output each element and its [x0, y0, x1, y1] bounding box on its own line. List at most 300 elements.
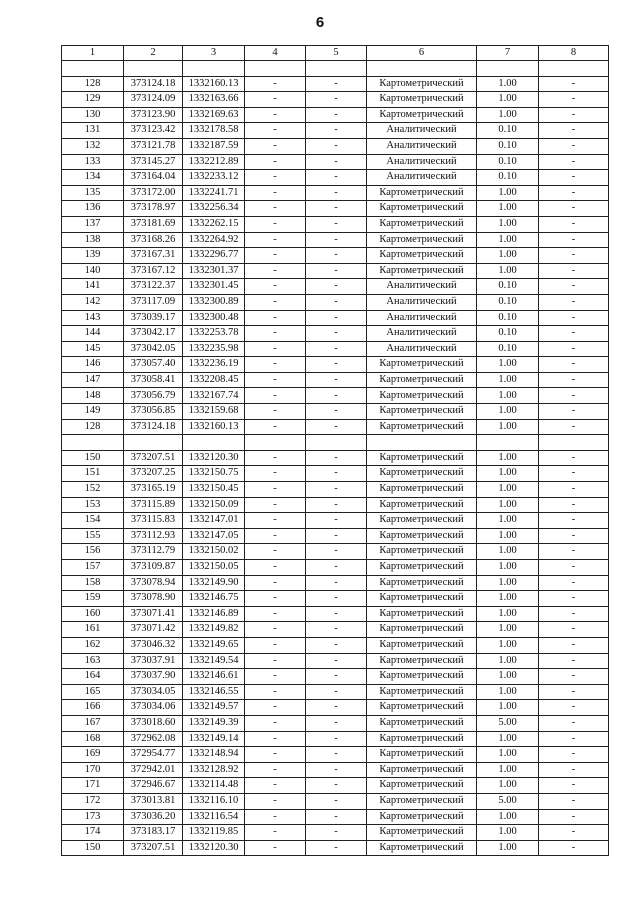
table-cell: Картометрический — [367, 513, 477, 529]
table-row — [62, 669, 609, 685]
table-cell: 373124.09 — [124, 92, 183, 108]
table-cell: 1.00 — [477, 482, 539, 498]
table-cell: - — [245, 107, 306, 123]
table-cell: Картометрический — [367, 263, 477, 279]
table-cell: 146 — [62, 357, 124, 373]
table-cell: 373207.25 — [124, 466, 183, 482]
table-cell: 1.00 — [477, 92, 539, 108]
table-cell: - — [306, 357, 367, 373]
table-cell: 143 — [62, 310, 124, 326]
table-cell: 1.00 — [477, 544, 539, 560]
table-cell: 5.00 — [477, 793, 539, 809]
table-cell: 161 — [62, 622, 124, 638]
table-row — [62, 248, 609, 264]
table-row — [62, 279, 609, 295]
table-cell: - — [306, 450, 367, 466]
table-cell: 373071.41 — [124, 606, 183, 622]
table-cell: - — [245, 326, 306, 342]
table-cell: 373122.37 — [124, 279, 183, 295]
table-cell: - — [245, 310, 306, 326]
table-cell: Картометрический — [367, 840, 477, 856]
empty-cell — [539, 435, 609, 451]
table-cell: 1332150.75 — [183, 466, 245, 482]
table-cell: 1.00 — [477, 185, 539, 201]
table-cell: - — [306, 778, 367, 794]
table-cell: 1332301.37 — [183, 263, 245, 279]
table-cell: - — [539, 809, 609, 825]
table-row — [62, 310, 609, 326]
table-cell: - — [306, 248, 367, 264]
table-cell: 139 — [62, 248, 124, 264]
table-cell: 1332128.92 — [183, 762, 245, 778]
table-cell: 1.00 — [477, 560, 539, 576]
table-cell: - — [245, 450, 306, 466]
table-cell: - — [245, 528, 306, 544]
table-cell: - — [245, 700, 306, 716]
table-cell: - — [245, 466, 306, 482]
table-row — [62, 637, 609, 653]
table-cell: - — [245, 513, 306, 529]
table-cell: - — [306, 294, 367, 310]
table-cell: - — [245, 248, 306, 264]
table-cell: 1332149.57 — [183, 700, 245, 716]
table-cell: 1332149.90 — [183, 575, 245, 591]
table-row — [62, 497, 609, 513]
table-row — [62, 107, 609, 123]
table-cell: Картометрический — [367, 201, 477, 217]
table-cell: 373109.87 — [124, 560, 183, 576]
table-cell: 150 — [62, 450, 124, 466]
table-cell: 151 — [62, 466, 124, 482]
table-cell: 144 — [62, 326, 124, 342]
table-cell: 373034.05 — [124, 684, 183, 700]
table-row — [62, 700, 609, 716]
table-cell: 373058.41 — [124, 372, 183, 388]
table-cell: - — [306, 622, 367, 638]
table-cell: 1332296.77 — [183, 248, 245, 264]
table-cell: - — [245, 747, 306, 763]
table-cell: - — [306, 326, 367, 342]
table-cell: 1.00 — [477, 357, 539, 373]
table-cell: - — [539, 747, 609, 763]
separator-row — [62, 61, 609, 77]
table-cell: - — [245, 294, 306, 310]
table-cell: 1.00 — [477, 684, 539, 700]
table-cell: - — [245, 170, 306, 186]
table-cell: - — [306, 92, 367, 108]
column-header: 5 — [306, 46, 367, 61]
table-cell: - — [306, 528, 367, 544]
column-header: 8 — [539, 46, 609, 61]
table-cell: - — [539, 76, 609, 92]
table-cell: - — [306, 793, 367, 809]
table-cell: - — [245, 762, 306, 778]
table-cell: - — [245, 263, 306, 279]
table-row — [62, 326, 609, 342]
table-cell: - — [306, 715, 367, 731]
table-cell: 0.10 — [477, 326, 539, 342]
table-cell: Картометрический — [367, 497, 477, 513]
table-cell: 373039.17 — [124, 310, 183, 326]
table-row — [62, 341, 609, 357]
table-cell: 373121.78 — [124, 138, 183, 154]
table-cell: 373183.17 — [124, 825, 183, 841]
separator-row — [62, 435, 609, 451]
table-cell: 372946.67 — [124, 778, 183, 794]
table-cell: 1332146.61 — [183, 669, 245, 685]
table-cell: - — [245, 731, 306, 747]
table-cell: 1332119.85 — [183, 825, 245, 841]
table-cell: 133 — [62, 154, 124, 170]
table-cell: 1332264.92 — [183, 232, 245, 248]
table-cell: - — [245, 357, 306, 373]
table-cell: 167 — [62, 715, 124, 731]
table-cell: 137 — [62, 216, 124, 232]
table-cell: - — [306, 513, 367, 529]
table-cell: 373013.81 — [124, 793, 183, 809]
table-cell: - — [245, 279, 306, 295]
table-cell: 157 — [62, 560, 124, 576]
table-cell: - — [306, 201, 367, 217]
table-cell: 164 — [62, 669, 124, 685]
table-cell: 1332149.39 — [183, 715, 245, 731]
table-cell: 1332300.89 — [183, 294, 245, 310]
table-cell: 0.10 — [477, 170, 539, 186]
table-cell: - — [539, 762, 609, 778]
table-cell: Картометрический — [367, 76, 477, 92]
table-cell: - — [539, 341, 609, 357]
table-cell: - — [539, 731, 609, 747]
table-cell: 154 — [62, 513, 124, 529]
table-cell: Картометрический — [367, 809, 477, 825]
table-row — [62, 388, 609, 404]
table-cell: 1332212.89 — [183, 154, 245, 170]
table-cell: 1.00 — [477, 747, 539, 763]
table-row — [62, 294, 609, 310]
table-cell: - — [245, 372, 306, 388]
table-row — [62, 809, 609, 825]
table-cell: 373168.26 — [124, 232, 183, 248]
table-cell: 148 — [62, 388, 124, 404]
table-cell: Аналитический — [367, 170, 477, 186]
table-cell: Картометрический — [367, 528, 477, 544]
table-row — [62, 606, 609, 622]
table-cell: 373207.51 — [124, 840, 183, 856]
table-cell: 1.00 — [477, 809, 539, 825]
table-cell: - — [245, 482, 306, 498]
table-cell: - — [306, 747, 367, 763]
table-cell: 1.00 — [477, 575, 539, 591]
table-cell: 1.00 — [477, 778, 539, 794]
table-cell: - — [539, 450, 609, 466]
table-cell: 1332149.65 — [183, 637, 245, 653]
table-cell: Картометрический — [367, 669, 477, 685]
table-cell: 132 — [62, 138, 124, 154]
table-cell: - — [245, 715, 306, 731]
table-cell: - — [306, 637, 367, 653]
table-cell: 373124.18 — [124, 419, 183, 435]
table-cell: 130 — [62, 107, 124, 123]
table-cell: Картометрический — [367, 747, 477, 763]
table-row — [62, 232, 609, 248]
table-cell: - — [306, 669, 367, 685]
table-cell: 373078.90 — [124, 591, 183, 607]
table-cell: 142 — [62, 294, 124, 310]
table-cell: 1332116.10 — [183, 793, 245, 809]
table-cell: - — [539, 372, 609, 388]
table-cell: 147 — [62, 372, 124, 388]
table-cell: - — [539, 170, 609, 186]
table-cell: 141 — [62, 279, 124, 295]
table-cell: Картометрический — [367, 450, 477, 466]
table-cell: 129 — [62, 92, 124, 108]
column-header: 3 — [183, 46, 245, 61]
table-cell: - — [245, 809, 306, 825]
empty-cell — [367, 435, 477, 451]
table-cell: 166 — [62, 700, 124, 716]
table-cell: - — [539, 232, 609, 248]
table-cell: Картометрический — [367, 825, 477, 841]
table-cell: - — [245, 778, 306, 794]
table-cell: Картометрический — [367, 419, 477, 435]
table-cell: 1332120.30 — [183, 450, 245, 466]
table-row — [62, 263, 609, 279]
empty-cell — [367, 61, 477, 77]
column-header: 2 — [124, 46, 183, 61]
table-cell: - — [306, 575, 367, 591]
table-cell: Картометрический — [367, 404, 477, 420]
table-cell: 1332301.45 — [183, 279, 245, 295]
table-cell: - — [306, 560, 367, 576]
table-cell: Картометрический — [367, 107, 477, 123]
table-cell: 1332262.15 — [183, 216, 245, 232]
table-cell: Картометрический — [367, 388, 477, 404]
table-row — [62, 466, 609, 482]
table-cell: Аналитический — [367, 341, 477, 357]
table-cell: 1332114.48 — [183, 778, 245, 794]
table-cell: - — [306, 388, 367, 404]
table-cell: - — [306, 591, 367, 607]
table-cell: Картометрический — [367, 232, 477, 248]
table-cell: 1332300.48 — [183, 310, 245, 326]
table-cell: - — [306, 154, 367, 170]
table-cell: - — [539, 591, 609, 607]
table-cell: - — [539, 560, 609, 576]
table-cell: - — [245, 637, 306, 653]
table-cell: - — [245, 560, 306, 576]
table-cell: 1332236.19 — [183, 357, 245, 373]
empty-cell — [62, 435, 124, 451]
table-cell: 373034.06 — [124, 700, 183, 716]
table-cell: 1332178.58 — [183, 123, 245, 139]
table-cell: - — [306, 731, 367, 747]
table-cell: - — [245, 419, 306, 435]
table-cell: 1.00 — [477, 419, 539, 435]
table-cell: - — [245, 669, 306, 685]
empty-cell — [124, 435, 183, 451]
table-cell: - — [306, 404, 367, 420]
table-cell: - — [539, 185, 609, 201]
table-cell: - — [306, 497, 367, 513]
table-cell: 0.10 — [477, 341, 539, 357]
table-cell: 1332150.45 — [183, 482, 245, 498]
table-row — [62, 762, 609, 778]
table-cell: Картометрический — [367, 700, 477, 716]
table-cell: - — [245, 232, 306, 248]
table-row — [62, 825, 609, 841]
table-cell: 156 — [62, 544, 124, 560]
column-header: 7 — [477, 46, 539, 61]
table-cell: - — [245, 575, 306, 591]
table-cell: - — [306, 840, 367, 856]
table-cell: - — [306, 825, 367, 841]
table-row — [62, 170, 609, 186]
table-cell: 171 — [62, 778, 124, 794]
table-cell: 1332187.59 — [183, 138, 245, 154]
table-row — [62, 123, 609, 139]
table-cell: - — [539, 840, 609, 856]
table-cell: 145 — [62, 341, 124, 357]
table-cell: 1332208.45 — [183, 372, 245, 388]
table-row — [62, 154, 609, 170]
table-cell: Картометрический — [367, 715, 477, 731]
table-cell: - — [539, 715, 609, 731]
table-cell: - — [306, 107, 367, 123]
table-cell: - — [539, 138, 609, 154]
table-cell: - — [306, 482, 367, 498]
table-cell: - — [539, 248, 609, 264]
table-cell: 372962.08 — [124, 731, 183, 747]
table-cell: - — [539, 404, 609, 420]
table-cell: 1.00 — [477, 622, 539, 638]
table-cell: - — [245, 622, 306, 638]
table-cell: 1332159.68 — [183, 404, 245, 420]
table-cell: - — [539, 653, 609, 669]
table-cell: 159 — [62, 591, 124, 607]
table-cell: 1332147.01 — [183, 513, 245, 529]
table-cell: 1.00 — [477, 372, 539, 388]
table-cell: 1332233.12 — [183, 170, 245, 186]
table-cell: 5.00 — [477, 715, 539, 731]
table-cell: 138 — [62, 232, 124, 248]
table-cell: 168 — [62, 731, 124, 747]
table-cell: - — [306, 606, 367, 622]
table-cell: - — [539, 825, 609, 841]
table-cell: 373207.51 — [124, 450, 183, 466]
table-cell: Картометрический — [367, 92, 477, 108]
table-cell: 169 — [62, 747, 124, 763]
table-cell: 0.10 — [477, 294, 539, 310]
table-cell: 1332163.66 — [183, 92, 245, 108]
table-cell: 1.00 — [477, 731, 539, 747]
table-cell: 373178.97 — [124, 201, 183, 217]
table-cell: Картометрический — [367, 185, 477, 201]
table-cell: 134 — [62, 170, 124, 186]
table-cell: - — [306, 138, 367, 154]
table-cell: - — [306, 170, 367, 186]
table-cell: 1.00 — [477, 466, 539, 482]
table-row — [62, 715, 609, 731]
table-cell: 1.00 — [477, 637, 539, 653]
table-cell: - — [306, 544, 367, 560]
table-row — [62, 575, 609, 591]
table-cell: 1.00 — [477, 513, 539, 529]
table-cell: Картометрический — [367, 357, 477, 373]
table-cell: Картометрический — [367, 544, 477, 560]
table-cell: Картометрический — [367, 637, 477, 653]
table-cell: 373056.79 — [124, 388, 183, 404]
table-cell: 165 — [62, 684, 124, 700]
table-row — [62, 404, 609, 420]
table-cell: - — [245, 123, 306, 139]
table-cell: 373164.04 — [124, 170, 183, 186]
table-cell: Картометрический — [367, 762, 477, 778]
table-cell: - — [245, 154, 306, 170]
table-cell: 1.00 — [477, 840, 539, 856]
table-cell: - — [539, 606, 609, 622]
table-cell: 373123.90 — [124, 107, 183, 123]
table-cell: 373071.42 — [124, 622, 183, 638]
table-cell: 0.10 — [477, 279, 539, 295]
table-cell: 373117.09 — [124, 294, 183, 310]
table-cell: 155 — [62, 528, 124, 544]
table-cell: Картометрический — [367, 653, 477, 669]
table-cell: 0.10 — [477, 123, 539, 139]
table-cell: - — [306, 216, 367, 232]
table-cell: 1332148.94 — [183, 747, 245, 763]
table-cell: - — [245, 388, 306, 404]
table-cell: Картометрический — [367, 684, 477, 700]
table-row — [62, 138, 609, 154]
table-cell: - — [539, 466, 609, 482]
table-cell: Аналитический — [367, 326, 477, 342]
table-cell: 174 — [62, 825, 124, 841]
table-cell: 1.00 — [477, 669, 539, 685]
table-cell: 1332150.02 — [183, 544, 245, 560]
table-cell: 1332146.75 — [183, 591, 245, 607]
table-cell: 373145.27 — [124, 154, 183, 170]
table-cell: 373036.20 — [124, 809, 183, 825]
table-cell: - — [539, 575, 609, 591]
table-cell: - — [539, 700, 609, 716]
header-row — [62, 46, 609, 61]
table-cell: - — [539, 216, 609, 232]
table-cell: - — [306, 123, 367, 139]
column-header: 6 — [367, 46, 477, 61]
table-cell: Аналитический — [367, 294, 477, 310]
table-cell: 373124.18 — [124, 76, 183, 92]
table-cell: - — [539, 544, 609, 560]
empty-cell — [306, 61, 367, 77]
table-cell: 1332120.30 — [183, 840, 245, 856]
table-cell: 1332149.14 — [183, 731, 245, 747]
table-cell: 1332235.98 — [183, 341, 245, 357]
table-cell: - — [539, 263, 609, 279]
table-cell: 1332149.54 — [183, 653, 245, 669]
table-cell: 1332160.13 — [183, 76, 245, 92]
table-cell: - — [539, 279, 609, 295]
table-cell: 163 — [62, 653, 124, 669]
table-cell: 1332146.89 — [183, 606, 245, 622]
empty-cell — [124, 61, 183, 77]
table-row — [62, 450, 609, 466]
table-cell: 373123.42 — [124, 123, 183, 139]
table-cell: 373167.12 — [124, 263, 183, 279]
table-row — [62, 76, 609, 92]
table-cell: 172 — [62, 793, 124, 809]
table-cell: 170 — [62, 762, 124, 778]
table-cell: - — [245, 825, 306, 841]
